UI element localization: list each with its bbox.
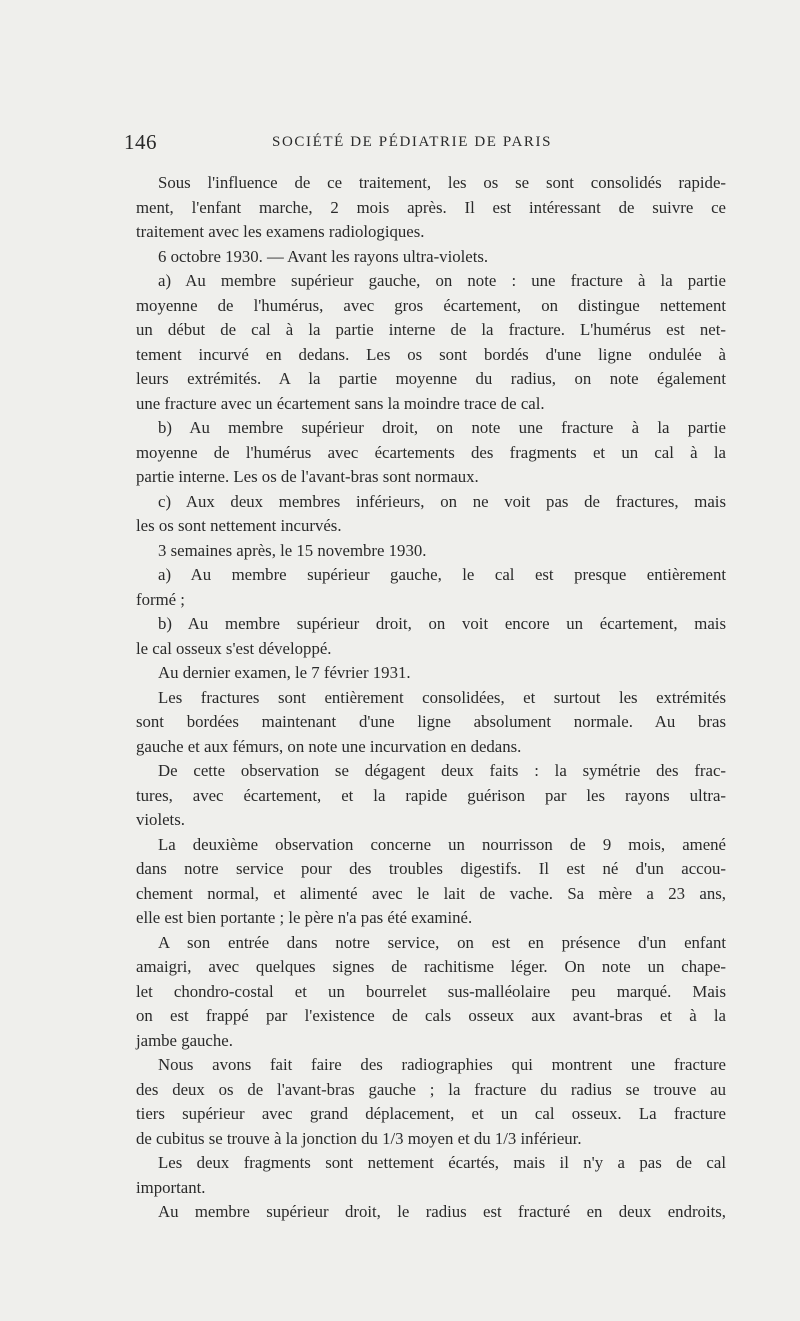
text-line: important. (136, 1177, 206, 1197)
text-line: Nous avons fait faire des radiographies qui montrent une fracture (158, 1055, 726, 1074)
text-line: partie interne. Les os de l'avant-bras sont normaux. (136, 467, 479, 486)
page-header (124, 130, 728, 160)
text-line: le cal osseux s'est développé. (136, 638, 332, 658)
body-text (136, 171, 726, 1225)
text-line: a) Au membre supérieur gauche, on note : une fracture à la partie (158, 271, 726, 290)
text-line: b) Au membre supérieur droit, on voit encore un écartement, mais (158, 614, 726, 633)
text-line: 3 semaines après, le 15 novembre 1930. (158, 540, 427, 560)
text-line: sont bordées maintenant d'une ligne absolument normale. Au bras (136, 712, 726, 731)
text-line: let chondro-costal et un bourrelet sus-malléolaire peu marqué. Mais (136, 981, 726, 1001)
text-line: A son entrée dans notre service, on est en présence d'un enfant (158, 932, 726, 952)
text-line: Sous l'influence de ce traitement, les os se sont consolidés rapide- (158, 173, 726, 192)
text-line: Les fractures sont entièrement consolidées, et surtout les extrémités (158, 687, 726, 707)
text-line: tures, avec écartement, et la rapide guérison par les rayons ultra- (136, 785, 726, 805)
text-line: 6 octobre 1930. — Avant les rayons ultra-violets. (158, 246, 489, 266)
text-line: Au dernier examen, le 7 février 1931. (158, 663, 411, 682)
text-line: de cubitus se trouve à la jonction du 1/3 moyen et du 1/3 inférieur. (136, 1128, 582, 1148)
text-line: traitement avec les examens radiologiques. (136, 222, 425, 241)
running-title: SOCIÉTÉ DE PÉDIATRIE DE PARIS (272, 134, 553, 150)
text-line: on est frappé par l'existence de cals osseux aux avant-bras et à la (136, 1006, 726, 1025)
text-line: dans notre service pour des troubles digestifs. Il est né d'un accou- (136, 859, 726, 878)
text-line: Au membre supérieur droit, le radius est fracturé en deux endroits, (158, 1202, 726, 1221)
text-line: Les deux fragments sont nettement écartés, mais il n'y a pas de cal (158, 1153, 726, 1172)
text-line: moyenne de l'humérus avec écartements des fragments et un cal à la (136, 442, 726, 462)
text-line: La deuxième observation concerne un nourrisson de 9 mois, amené (158, 834, 726, 854)
text-line: elle est bien portante ; le père n'a pas été examiné. (136, 908, 473, 927)
text-line: c) Aux deux membres inférieurs, on ne voit pas de fractures, mais (158, 491, 726, 511)
text-line: chement normal, et alimenté avec le lait de vache. Sa mère a 23 ans, (136, 883, 726, 903)
text-line: des deux os de l'avant-bras gauche ; la fracture du radius se trouve au (136, 1079, 726, 1099)
text-line: De cette observation se dégagent deux faits : la symétrie des frac- (158, 761, 726, 780)
text-line: un début de cal à la partie interne de la fracture. L'humérus est net- (136, 320, 726, 339)
text-line: formé ; (136, 589, 185, 609)
text-line: violets. (136, 810, 185, 829)
text-line: tement incurvé en dedans. Les os sont bordés d'une ligne ondulée à (136, 344, 726, 364)
page-number: 146 (124, 130, 157, 154)
text-line: jambe gauche. (136, 1030, 233, 1050)
text-line: amaigri, avec quelques signes de rachitisme léger. On note un chape- (136, 957, 726, 976)
text-line: une fracture avec un écartement sans la moindre trace de cal. (136, 393, 545, 413)
text-line: leurs extrémités. A la partie moyenne du radius, on note également (136, 369, 726, 388)
text-line: les os sont nettement incurvés. (136, 516, 342, 535)
text-line: b) Au membre supérieur droit, on note une fracture à la partie (158, 418, 726, 437)
text-line: a) Au membre supérieur gauche, le cal est presque entièrement (158, 565, 726, 584)
text-line: gauche et aux fémurs, on note une incurvation en dedans. (136, 736, 522, 756)
text-line: tiers supérieur avec grand déplacement, et un cal osseux. La fracture (136, 1104, 726, 1123)
text-line: ment, l'enfant marche, 2 mois après. Il est intéressant de suivre ce (136, 197, 726, 217)
text-line: moyenne de l'humérus, avec gros écartement, on distingue nettement (136, 295, 726, 315)
